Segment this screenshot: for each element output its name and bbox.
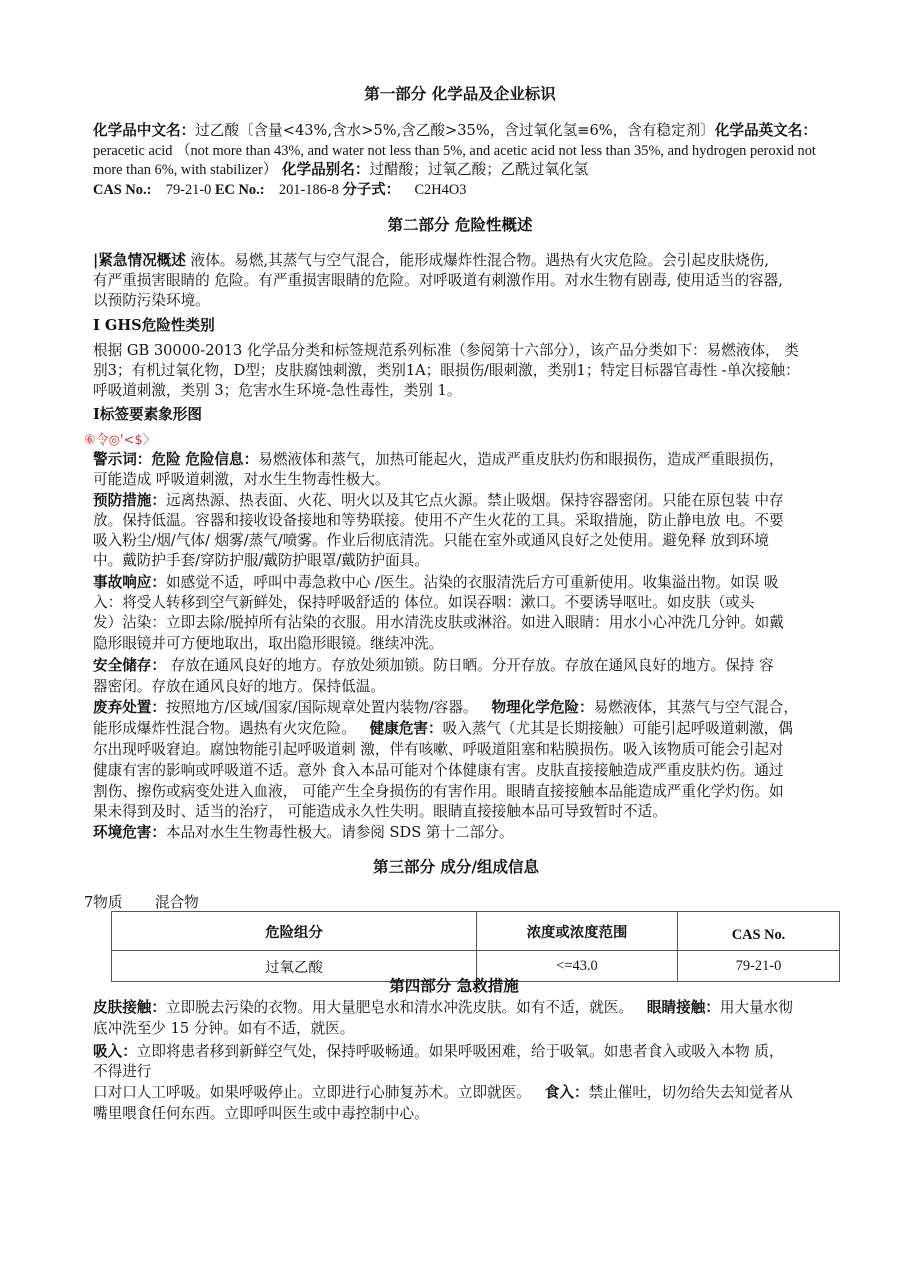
cell-component: 过氧乙酸 bbox=[112, 951, 477, 982]
physchem-text-2: 能形成爆炸性混合物。遇热有火灾危险。 bbox=[93, 720, 356, 737]
cn-name-line bbox=[93, 121, 817, 141]
ingest-label: 食入： bbox=[544, 1084, 589, 1101]
inhale-text-2: 不得进行 bbox=[93, 1063, 152, 1080]
ghs-text-2: 别3；有机过氧化物，D型；皮肤腐蚀刺激，类别1A；眼损伤/眼刺激，类别1；特定目标器官毒性 -单次接触： bbox=[93, 362, 800, 379]
cas-value: 79-21-0 bbox=[165, 182, 212, 198]
physchem-health-line bbox=[93, 719, 793, 739]
section-1-heading: 第一部分 化学品及企业标识 bbox=[364, 84, 556, 103]
prevent-text-2: 放。保持低温。容器和接收设备接地和等势联接。使用不产生火花的工具。采取措施，防止静电放 电。不要 bbox=[93, 512, 784, 529]
prevent-line1 bbox=[93, 491, 784, 511]
disposal-label: 废弃处置： bbox=[93, 699, 166, 716]
en-name-line1: peracetic acid （not more than 43%, and water not less than 5%, and acetic acid not less than 35%, and hydrogen peroxid not bbox=[93, 143, 816, 159]
health-text-1: 吸入蒸气（尤其是长期接触）可能引起呼吸道刺激，偶 bbox=[442, 720, 793, 737]
cell-concentration: <=43.0 bbox=[477, 951, 678, 982]
emergency-text-1: 液体。易燃,其蒸气与空气混合，能形成爆炸性混合物。遇热有火灾危险。会引起皮肤烧伤, bbox=[190, 252, 769, 269]
substance-value: 混合物 bbox=[154, 894, 199, 911]
ghs-heading: I GHS危险性类别 bbox=[93, 317, 215, 334]
ghs-text-3: 呼吸道刺激，类别 3；危害水生环境-急性毒性，类别 1。 bbox=[93, 382, 462, 399]
en-name-line2: more than 6%, with stabilizer） bbox=[93, 162, 278, 178]
formula-label: 分子式： bbox=[342, 181, 401, 198]
table-header-row bbox=[112, 912, 840, 951]
storage-line1 bbox=[93, 656, 774, 676]
response-text-4: 隐形眼镜并可方便地取出，取出隐形眼镜。继续冲洗。 bbox=[93, 635, 444, 652]
inhale-text-3: 口对口人工呼吸。如果呼吸停止。立即进行心肺复苏术。立即就医。 bbox=[93, 1084, 531, 1101]
storage-text-1: 存放在通风良好的地方。存放处须加锁。防日晒。分开存放。存放在通风良好的地方。保持 容 bbox=[165, 657, 774, 674]
ghs-text-1: 根据 GB 30000-2013 化学品分类和标签规范系列标准（参阅第十六部分），该产品分类如下：易燃液体， 类 bbox=[93, 342, 799, 359]
inhale-ingest-line bbox=[93, 1083, 793, 1103]
inhale-line1 bbox=[93, 1042, 784, 1062]
alias-label: 化学品别名： bbox=[281, 161, 370, 178]
health-text-3: 健康有害的影响或呼吸道不适。意外 食入本品可能对个体健康有害。皮肤直接接触造成严重皮肤灼伤。通过 bbox=[93, 762, 784, 779]
response-line1 bbox=[93, 573, 779, 593]
response-text-2: 入：将受人转移到空气新鲜处，保持呼吸舒适的 体位。如误吞咽：漱口。不要诱导呕吐。如皮肤（或头 bbox=[93, 594, 755, 611]
skin-label: 皮肤接触： bbox=[93, 999, 166, 1016]
ingest-text-1: 禁止催吐，切勿给失去知觉者从 bbox=[588, 1084, 793, 1101]
response-label: 事故响应： bbox=[93, 574, 166, 591]
section-2-heading: 第二部分 危险性概述 bbox=[387, 215, 533, 234]
formula-value: C2H4O3 bbox=[414, 182, 467, 198]
env-label: 环境危害： bbox=[93, 824, 166, 841]
prevent-text-1: 远离热源、热表面、火花、明火以及其它点火源。禁止吸烟。保持容器密闭。只能在原包装 中存 bbox=[165, 492, 784, 509]
inhale-label: 吸入： bbox=[93, 1043, 137, 1060]
skin-text: 立即脱去污染的衣物。用大量肥皂水和清水冲洗皮肤。如有不适，就医。 bbox=[165, 999, 633, 1016]
cn-name-value: 过乙酸〔含量<43%,含水>5%,含乙酸>35%，含过氧化氢≡6%，含有稳定剂〕 bbox=[195, 122, 715, 139]
substance-line bbox=[84, 893, 199, 913]
eye-label: 眼睛接触： bbox=[646, 999, 720, 1016]
env-text: 本品对水生生物毒性极大。请参阅 SDS 第十二部分。 bbox=[165, 824, 514, 841]
signal-value: 危险 bbox=[151, 451, 181, 468]
health-text-4: 割伤、擦伤或病变处进入血液， 可能产生全身损伤的有害作用。眼睛直接接触本品能造成严重化学灼伤。如 bbox=[93, 783, 784, 800]
emergency-label: |紧急情况概述 bbox=[93, 252, 186, 269]
col-header-cas: CAS No. bbox=[678, 912, 840, 951]
health-text-2: 尔出现呼吸窘迫。腐蚀物能引起呼吸道刺 激，伴有咳嗽、呼吸道阻塞和粘膜损伤。吸入该物质可能会引起对 bbox=[93, 741, 784, 758]
composition-table bbox=[111, 911, 840, 982]
en-name-line2-row bbox=[93, 160, 588, 180]
signal-line bbox=[93, 450, 784, 470]
response-text-1: 如感觉不适，呼叫中毒急救中心 /医生。沾染的衣服清洗后方可重新使用。收集溢出物。如误 吸 bbox=[165, 574, 779, 591]
ec-label: EC No.: bbox=[214, 182, 265, 198]
cn-name-label: 化学品中文名： bbox=[93, 122, 196, 139]
en-name-label: 化学品英文名： bbox=[714, 122, 817, 139]
signal-label: 警示词： bbox=[93, 451, 152, 468]
alias-value: 过醋酸；过氧乙酸；乙酰过氧化氢 bbox=[369, 161, 589, 178]
hazard-label: 危险信息： bbox=[185, 451, 259, 468]
label-elements-heading: I标签要素象形图 bbox=[93, 406, 202, 423]
env-line bbox=[93, 823, 513, 843]
section-4-heading: 第四部分 急救措施 bbox=[389, 976, 519, 995]
disposal-line bbox=[93, 698, 798, 718]
substance-label: 7物质 bbox=[84, 894, 123, 911]
skin-eye-line bbox=[93, 998, 793, 1018]
cell-cas: 79-21-0 bbox=[678, 951, 840, 982]
eye-text-2: 底冲洗至少 15 分钟。如有不适，就医。 bbox=[93, 1020, 355, 1037]
emergency-line1 bbox=[93, 251, 769, 271]
ec-value: 201-186-8 bbox=[278, 182, 339, 198]
section-3-heading: 第三部分 成分/组成信息 bbox=[372, 857, 540, 876]
health-text-5: 果未得到及时、适当的治疗， 可能造成永久性失明。眼睛直接接触本品可导致暂时不适。 bbox=[93, 803, 667, 820]
physchem-text-1: 易燃液体，其蒸气与空气混合， bbox=[593, 699, 798, 716]
prevent-text-3: 吸入粉尘/烟/气体/ 烟雾/蒸气/喷雾。作业后彻底清洗。只能在室外或通风良好之处使用。避免释 放到环境 bbox=[93, 532, 769, 549]
hazard-text-1: 易燃液体和蒸气，加热可能起火，造成严重皮肤灼伤和眼损伤，造成严重眼损伤， bbox=[258, 451, 784, 468]
pictogram-placeholder: ⑥令◎'<$〉 bbox=[84, 433, 156, 448]
col-header-component: 危险组分 bbox=[112, 912, 477, 951]
health-label: 健康危害： bbox=[369, 720, 443, 737]
storage-label: 安全储存： bbox=[93, 657, 166, 674]
ingest-text-2: 嘴里喂食任何东西。立即呼叫医生或中毒控制中心。 bbox=[93, 1105, 429, 1122]
response-text-3: 发）沾染：立即去除/脱掉所有沾染的衣服。用水清洗皮肤或淋浴。如进入眼睛：用水小心冲洗几分钟。如戴 bbox=[93, 614, 784, 631]
emergency-text-2: 有严重损害眼睛的 危险。有严重损害眼睛的危险。对呼吸道有刺激作用。对水生物有剧毒, 使用适当的容器, bbox=[93, 272, 783, 289]
col-header-concentration: 浓度或浓度范围 bbox=[477, 912, 678, 951]
hazard-text-2: 可能造成 呼吸道刺激，对水生生物毒性极大。 bbox=[93, 471, 390, 488]
inhale-text-1: 立即将患者移到新鲜空气处，保持呼吸畅通。如果呼吸困难，给于吸氧。如患者食入或吸入本物 质， bbox=[136, 1043, 784, 1060]
disposal-text: 按照地方/区域/国家/国际规章处置内装物/容器。 bbox=[165, 699, 478, 716]
physchem-label: 物理化学危险： bbox=[491, 699, 594, 716]
eye-text-1: 用大量水彻 bbox=[719, 999, 793, 1016]
prevent-text-4: 中。戴防护手套/穿防护服/戴防护眼罩/戴防护面具。 bbox=[93, 552, 429, 569]
cas-label: CAS No.: bbox=[93, 182, 152, 198]
identifiers-line bbox=[93, 180, 466, 200]
emergency-text-3: 以预防污染环境。 bbox=[93, 292, 210, 309]
prevent-label: 预防措施： bbox=[93, 492, 166, 509]
storage-text-2: 器密闭。存放在通风良好的地方。保持低温。 bbox=[93, 678, 385, 695]
